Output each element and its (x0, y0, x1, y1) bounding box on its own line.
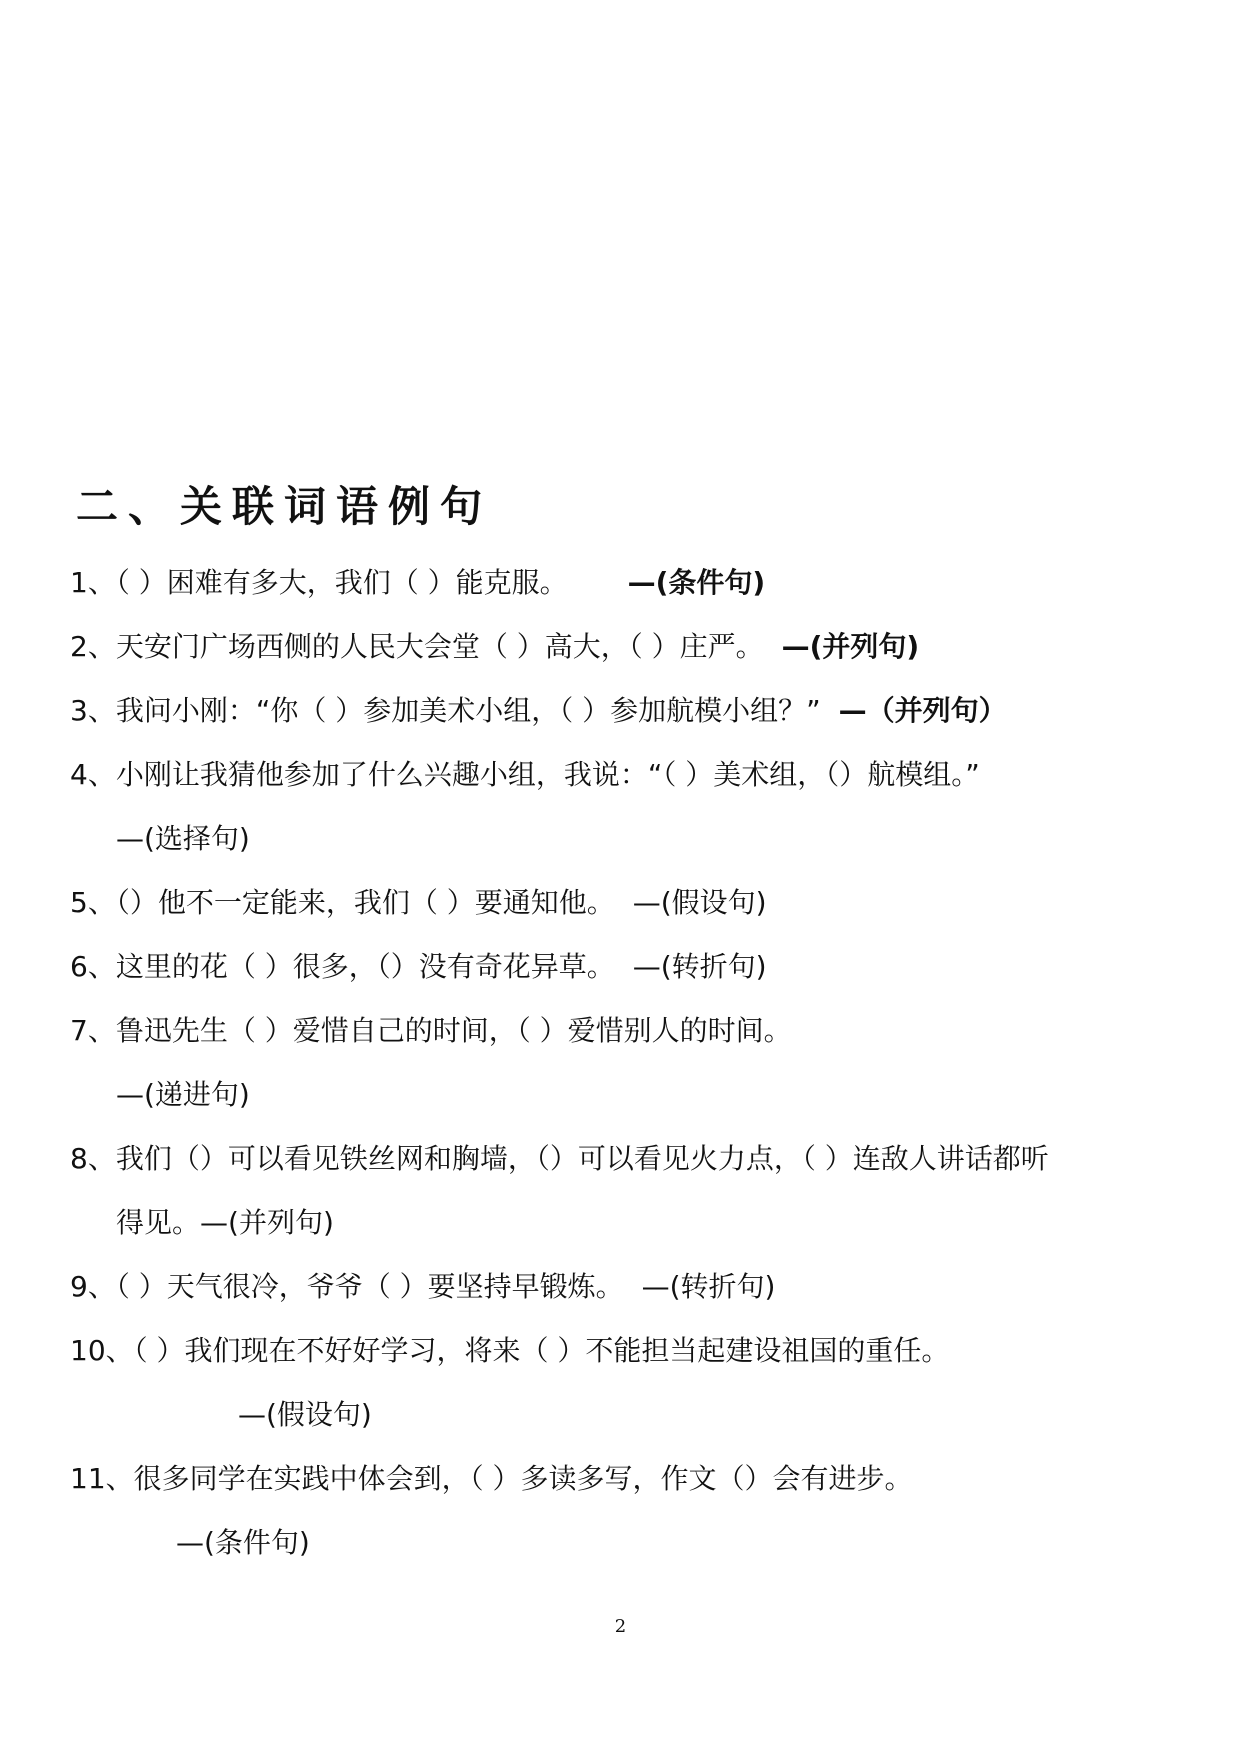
sentence-text: 5、（）他不一定能来，我们（ ）要通知他。 (70, 886, 615, 919)
page-number: 2 (614, 1616, 627, 1637)
list-item-continuation (238, 1395, 372, 1435)
list-item (70, 1011, 792, 1051)
sentence-text-continuation: 得见。 (116, 1206, 201, 1239)
list-item-continuation (116, 819, 250, 859)
sentence-type-tag: —(选择句) (116, 822, 250, 855)
sentence-type-tag: —(并列句) (200, 1206, 334, 1239)
section-title: 二、关联词语例句 (76, 482, 493, 531)
list-item (70, 627, 919, 667)
list-item (70, 563, 765, 603)
sentence-type-tag: —(条件句) (627, 566, 766, 599)
sentence-type-tag: —(递进句) (116, 1078, 250, 1111)
sentence-type-tag: —(并列句) (781, 630, 920, 663)
sentence-type-tag: —(假设句) (632, 886, 767, 919)
sentence-text: 4、小刚让我猜他参加了什么兴趣小组，我说：“（ ）美术组，（）航模组。” (70, 758, 980, 791)
list-item (70, 691, 1007, 731)
sentence-type-tag: —(假设句) (238, 1398, 372, 1431)
sentence-text: 8、我们（）可以看见铁丝网和胸墙，（）可以看见火力点，（ ）连敌人讲话都听 (70, 1142, 1049, 1175)
sentence-text: 11、很多同学在实践中体会到，（ ）多读多写，作文（）会有进步。 (70, 1462, 913, 1495)
list-item (70, 883, 767, 923)
sentence-type-tag: —(条件句) (176, 1526, 310, 1559)
sentence-text: 3、我问小刚：“你（ ）参加美术小组，（ ）参加航模小组？” (70, 694, 821, 727)
list-item (70, 1459, 913, 1499)
sentence-text: 1、（ ）困难有多大，我们（ ）能克服。 (70, 566, 568, 599)
sentence-type-tag: —(转折句) (641, 1270, 776, 1303)
sentence-type-tag: —(转折句) (632, 950, 767, 983)
sentence-text: 9、（ ）天气很冷，爷爷（ ）要坚持早锻炼。 (70, 1270, 624, 1303)
list-item (70, 1139, 1049, 1179)
sentence-text: 6、这里的花（ ）很多，（）没有奇花异草。 (70, 950, 615, 983)
list-item (70, 1267, 775, 1307)
sentence-text: 7、鲁迅先生（ ）爱惜自己的时间，（ ）爱惜别人的时间。 (70, 1014, 792, 1047)
sentence-text: 2、天安门广场西侧的人民大会堂（ ）高大，（ ）庄严。 (70, 630, 764, 663)
list-item (70, 1331, 949, 1371)
list-item (70, 947, 767, 987)
sentence-text: 10、（ ）我们现在不好好学习，将来（ ）不能担当起建设祖国的重任。 (70, 1334, 950, 1367)
list-item-continuation (116, 1203, 334, 1243)
sentence-type-tag: —（并列句） (838, 694, 1007, 727)
list-item (70, 755, 980, 795)
list-item-continuation (176, 1523, 310, 1563)
list-item-continuation (116, 1075, 250, 1115)
